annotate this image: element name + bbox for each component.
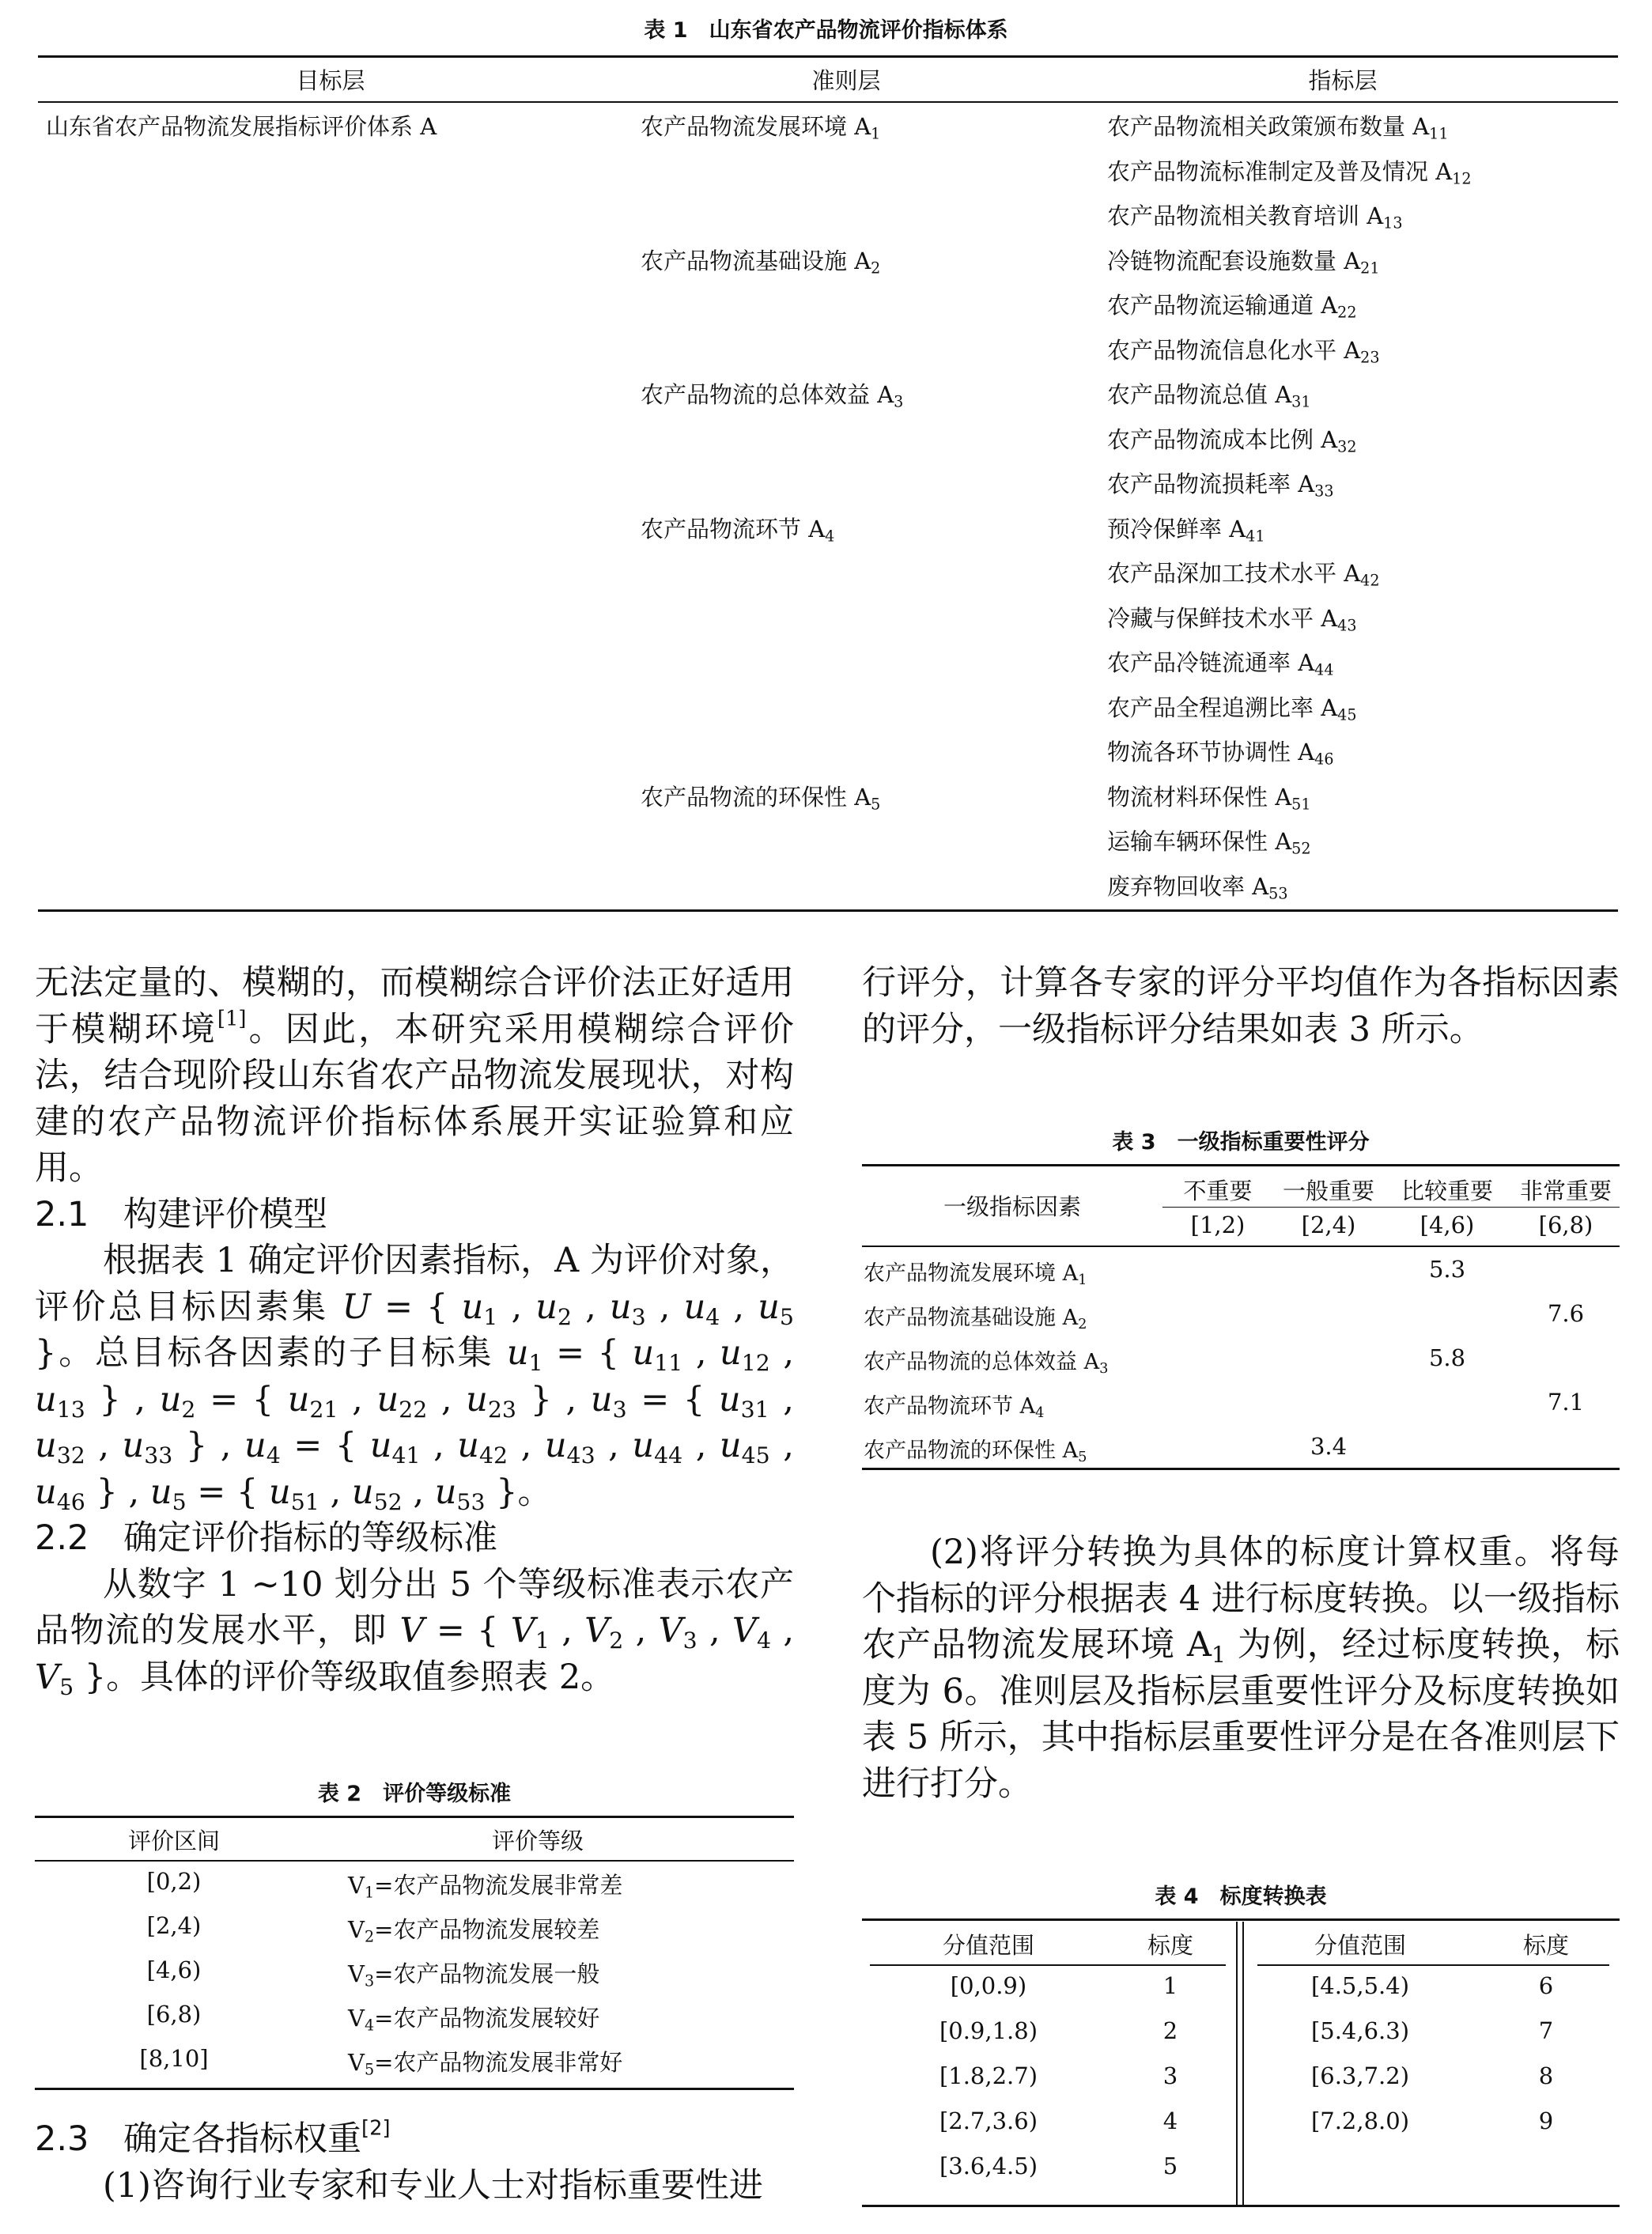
table1-indicator-item [1107,149,1472,194]
table3-score-cell: 5.3 [1428,1256,1466,1283]
table1-indicator-44-subscript: 44 [1314,660,1334,679]
table4-header-rule-right [1257,1964,1609,1966]
table1-indicator-item [1107,730,1334,774]
table4-scale-right: 6 [1538,1972,1554,1999]
table2-grade-1-subscript: 1 [364,1883,375,1902]
table2-grade-cell [348,2001,599,2033]
table1-indicator-31-label: 农产品物流总值 A [1107,381,1292,408]
table4-header-rule-left [870,1964,1226,1966]
table2-bottom-rule [35,2088,794,2090]
table4-range-right: [4.5,5.4) [1310,1972,1410,1999]
table4-range-left: [1.8,2.7) [939,2062,1038,2089]
table4-range-right: [7.2,8.0) [1310,2107,1410,2134]
table1-indicator-item [1107,462,1334,506]
table2-grade-2-subscript: 2 [364,1927,375,1946]
table2-header-rule [35,1860,794,1862]
table4-scale-left: 1 [1162,1972,1178,1999]
table3-score-cell: 3.4 [1310,1433,1348,1460]
table1-indicator-52-label: 运输车辆环保性 A [1107,828,1292,855]
left-p2-text-b: 。总目标各因素的子目标集 [56,1333,494,1373]
section-2-1-number: 2.1 [35,1194,89,1234]
table1-indicator-item [1107,864,1288,909]
table2-grade-3-label: V [348,1960,365,1987]
table4-bottom-rule [862,2205,1620,2207]
table3-factor-5-subscript: 5 [1078,1448,1087,1465]
table1-indicator-11-subscript: 11 [1429,124,1449,143]
table1-bottom-rule [38,909,1618,912]
table4-range-left: [2.7,3.6) [939,2107,1038,2134]
left-paragraph-4: (1)咨询行业专家和专业人士对指标重要性进 [103,2165,763,2206]
table4-range-left: [3.6,4.5) [939,2153,1038,2179]
table1-indicator-33-label: 农产品物流损耗率 A [1107,471,1315,497]
table1-criteria-item [641,104,880,149]
table3-factor-cell [864,1256,1087,1287]
table2-grade-cell [348,1956,599,1989]
table4-header-range-left: 分值范围 [942,1932,1034,1959]
table1-indicator-13-subscript: 13 [1383,214,1403,232]
table1-criteria-1-label: 农产品物流发展环境 A [641,113,871,140]
table1-indicator-32-subscript: 32 [1337,437,1357,455]
table1-indicator-53-subscript: 53 [1268,883,1288,902]
section-2-1-title: 构建评价模型 [123,1194,327,1234]
table1-indicator-item [1107,418,1357,462]
table1-indicator-32-label: 农产品物流成本比例 A [1107,425,1338,453]
table1-indicator-52-subscript: 52 [1291,839,1311,858]
table3-header-level: 一般重要 [1282,1177,1374,1204]
table2-caption: 表 2 评价等级标准 [317,1782,512,1806]
section-2-3-title: 确定各指标权重 [123,2119,361,2159]
table3-factor-5-label: 农产品物流的环保性 A [864,1438,1079,1463]
table4-scale-left: 2 [1162,2017,1178,2044]
table1-indicator-23-subscript: 23 [1360,347,1380,366]
table4-divider-a [1236,1922,1238,2205]
section-2-2-number: 2.2 [35,1518,89,1558]
table1-indicator-item [1107,551,1380,595]
table1-criteria-4-subscript: 4 [825,526,835,545]
table3-score-cell: 5.8 [1428,1344,1466,1371]
section-2-2-title: 确定评价指标的等级标准 [123,1518,497,1558]
table2-grade-text: =农产品物流发展较差 [374,1916,600,1943]
table3-top-rule [862,1164,1620,1166]
table1-indicator-item [1107,372,1311,417]
table3-header-factor: 一级指标因素 [943,1193,1081,1220]
table2-range-cell: [6,8) [146,2001,202,2028]
table1-indicator-51-label: 物流材料环保性 A [1107,783,1292,811]
table3-factor-cell [864,1344,1108,1375]
table1-indicator-42-label: 农产品深加工技术水平 A [1107,560,1361,587]
left-p1-text-a: 无法定量的、模糊的，而模糊综合评价法正好适用于模糊环境 [35,963,794,1049]
left-paragraph-2: 根据表 1 确定评价因素指标，A 为评价对象，评价总目标因素集 U = { $u_1$ , $u_2$ , $u_3$ , $u_4$ , $u_5$ }。总目标各因素的子目标集 $u_1$ = { $u_{11}$ , $u_{12}$ , $u_{13}$ } , $u_2$ = { $u_{21}$ , $u_{22}$ , $u_{23}$ } , $u_3$ = { $u_{31}$ , $u_{32}$ , $u_{33}$ } , $u_4$ = { $u_{41}$ , $u_{42}$ , $u_{43}$ , $u_{44}$ , $u_{45}$ , $u_{46}$ } , $u_5$ = { $u_{51}$ , $u_{52}$ , $u_{53}$ }。 [35,1241,794,1515]
table4-range-left: [0,0.9) [950,1972,1027,1999]
table1-indicator-item [1107,686,1357,730]
section-2-2-heading [35,1515,794,1562]
table3-factor-cell [864,1389,1044,1419]
table3-factor-1-subscript: 1 [1078,1271,1087,1288]
table1-indicator-43-subscript: 43 [1337,615,1357,634]
table1-indicator-13-label: 农产品物流相关教育培训 A [1107,202,1384,229]
table4-header-scale-right: 标度 [1522,1932,1569,1959]
table1-indicator-44-label: 农产品冷链流通率 A [1107,649,1315,676]
table3-score-cell: 7.6 [1547,1300,1585,1327]
table3-header-range: [2,4) [1301,1212,1356,1238]
table4-range-left: [0.9,1.8) [939,2017,1038,2044]
table1-header-indicator: 指标层 [1308,67,1378,94]
table3-header-rule [862,1246,1620,1247]
table1-indicator-43-label: 冷藏与保鲜技术水平 A [1107,604,1338,632]
table2-grade-4-subscript: 4 [364,2016,375,2035]
table3-header-range: [6,8) [1538,1212,1593,1238]
table1-indicator-21-subscript: 21 [1360,258,1380,277]
left-column [35,960,794,1700]
table3-factor-cell [864,1433,1087,1464]
table2-grade-4-label: V [348,2005,365,2032]
table1-indicator-item [1107,641,1334,685]
table4-top-rule [862,1918,1620,1921]
table2-grade-text: =农产品物流发展非常好 [374,2049,623,2076]
left-p1-text-b: 。因此，本研究采用模糊综合评价法，结合现阶段山东省农产品物流发展现状，对构建的农产品物流评价指标体系展开实证验算和应用。 [35,1009,795,1188]
table2-grade-cell [348,1868,622,1900]
table1-indicator-11-label: 农产品物流相关政策颁布数量 A [1107,113,1430,140]
table1-indicator-item [1107,239,1380,283]
table4-scale-right: 7 [1538,2017,1554,2044]
table3-subheader-rule [1162,1207,1620,1208]
section-2-3-heading [35,2116,794,2163]
right-paragraph-1: 行评分，计算各专家的评分平均值作为各指标因素的评分，一级指标评分结果如表 3 所示。 [862,963,1620,1049]
table2-top-rule [35,1816,794,1818]
table1-indicator-22-subscript: 22 [1337,303,1357,322]
table2-range-cell: [8,10] [139,2045,209,2072]
table1-indicator-item [1107,507,1265,551]
table1-indicator-item [1107,283,1357,327]
table1-top-rule [38,55,1618,58]
table1-indicator-item [1107,775,1311,819]
table1-indicator-51-subscript: 51 [1291,794,1311,813]
table3-factor-2-subscript: 2 [1078,1315,1087,1332]
table1-criteria-5-label: 农产品物流的环保性 A [641,783,871,811]
table2-grade-text: =农产品物流发展一般 [374,1960,600,1987]
table1-header-target: 目标层 [296,67,365,94]
left-p3-text-b: 。具体的评价等级取值参照表 2。 [106,1657,615,1697]
table1-indicator-item [1107,819,1311,864]
table3-factor-3-label: 农产品物流的总体效益 A [864,1350,1100,1374]
table2-range-cell: [4,6) [146,1956,202,1983]
table1-indicator-item [1107,194,1403,238]
table2-grade-text: =农产品物流发展较好 [374,2005,600,2032]
table2-grade-2-label: V [348,1916,365,1943]
table3-factor-4-subscript: 4 [1035,1404,1045,1421]
table1-header-criteria: 准则层 [811,67,881,94]
table4-scale-left: 5 [1162,2153,1178,2179]
section-2-3-number: 2.3 [35,2119,89,2159]
table1-criteria-5-subscript: 5 [871,794,881,813]
table1-criteria-2-subscript: 2 [871,258,881,277]
table1-indicator-46-label: 物流各环节协调性 A [1107,739,1315,765]
table1-indicator-33-subscript: 33 [1314,482,1334,501]
table2-grade-cell [348,1912,599,1945]
table1-criteria-3-subscript: 3 [894,392,904,411]
left-p2-text-a: 根据表 1 确定评价因素指标，A 为评价对象，评价总目标因素集 [35,1241,794,1327]
table1-criteria-3-label: 农产品物流的总体效益 A [641,381,894,408]
table1-indicator-31-subscript: 31 [1291,392,1311,411]
table2-range-cell: [2,4) [146,1912,202,1939]
table4-scale-left: 4 [1162,2107,1178,2134]
table3-bottom-rule [862,1468,1620,1470]
table2-grade-1-label: V [348,1872,365,1899]
table1-indicator-41-subscript: 41 [1246,526,1265,545]
table3-factor-2-label: 农产品物流基础设施 A [864,1306,1079,1330]
table2-grade-text: =农产品物流发展非常差 [374,1872,623,1899]
table2-header-grade: 评价等级 [491,1828,584,1854]
table1-criteria-item [641,775,880,819]
left-paragraph-3: 从数字 1 ~10 划分出 5 个等级标准表示农产品物流的发展水平，即 V = { $V_1$ , $V_2$ , $V_3$ , $V_4$ , $V_5$ }。具体的评价等级取值参照表 2。 [35,1564,795,1700]
table2-header-range: 评价区间 [127,1828,220,1854]
table1-criteria-1-subscript: 1 [871,124,881,143]
citation-1: [1] [217,1007,247,1031]
table1-indicator-item [1107,596,1357,641]
table2-grade-5-label: V [348,2049,365,2076]
table1-indicator-45-label: 农产品全程追溯比率 A [1107,694,1338,721]
table1-indicator-22-label: 农产品物流运输通道 A [1107,292,1338,319]
table3-score-cell: 7.1 [1547,1389,1585,1416]
table1-caption: 表 1 山东省农产品物流评价指标体系 [644,18,1008,43]
table3-factor-4-label: 农产品物流环节 A [864,1394,1036,1419]
right-p2-sub: 1 [1211,1641,1227,1668]
table1-criteria-4-label: 农产品物流环节 A [641,515,826,542]
table3-header-range: [4,6) [1420,1212,1475,1238]
table4-scale-left: 3 [1162,2062,1178,2089]
table1-indicator-item [1107,328,1380,372]
table1-indicator-23-label: 农产品物流信息化水平 A [1107,336,1361,364]
table3-header-level: 不重要 [1183,1177,1253,1204]
table3-header-level: 非常重要 [1519,1177,1612,1204]
right-p2-text-a: (2)将评分转换为具体的标度计算权重。将每个指标的评分根据表 4 进行标度转换。以一级指标农产品物流发展环境 A [862,1533,1620,1665]
table3-factor-3-subscript: 3 [1099,1359,1109,1377]
table2-range-cell: [0,2) [146,1868,202,1895]
table1-header-rule [38,101,1618,103]
table1-indicator-45-subscript: 45 [1337,705,1357,724]
table3-factor-1-label: 农产品物流发展环境 A [864,1261,1079,1286]
left-p3-text-a: 从数字 1 ~10 划分出 5 个等级标准表示农产品物流的发展水平，即 [35,1564,794,1650]
left-column-bottom [35,2116,794,2209]
citation-2: [2] [361,2116,391,2141]
table1-criteria-2-label: 农产品物流基础设施 A [641,247,871,274]
table4-scale-right: 9 [1538,2107,1554,2134]
table1-target-cell: 山东省农产品物流发展指标评价体系 A [46,113,437,140]
table4-range-right: [6.3,7.2) [1310,2062,1410,2089]
table3-factor-cell [864,1300,1087,1331]
table1-indicator-item [1107,104,1449,149]
table3-header-level: 比较重要 [1401,1177,1493,1204]
table1-indicator-41-label: 预冷保鲜率 A [1107,515,1246,542]
section-2-1-heading [35,1192,794,1238]
table4-header-range-right: 分值范围 [1314,1932,1406,1959]
table1-indicator-12-subscript: 12 [1452,168,1472,187]
table1-criteria-item [641,372,903,417]
table4-range-right: [5.4,6.3) [1310,2017,1410,2044]
table4-scale-right: 8 [1538,2062,1554,2089]
left-paragraph-1 [35,960,794,1192]
right-p2-text-b: 为例，经过标度转换，标度为 6。准则层及指标层重要性评分及标度转换如表 5 所示，其中指标层重要性评分是在各准则层下进行打分。 [862,1625,1620,1804]
table2-grade-3-subscript: 3 [364,1971,375,1990]
table1-indicator-53-label: 废弃物回收率 A [1107,872,1269,900]
right-paragraph-2 [862,1529,1620,1807]
table3-header-range: [1,2) [1190,1212,1246,1238]
table1-indicator-21-label: 冷链物流配套设施数量 A [1107,247,1361,274]
table1-indicator-12-label: 农产品物流标准制定及普及情况 A [1107,157,1453,185]
table1-indicator-46-subscript: 46 [1314,750,1334,769]
table2-grade-cell [348,2045,622,2077]
table1-criteria-item [641,507,834,551]
table4-caption: 表 4 标度转换表 [1155,1884,1327,1909]
table3-caption: 表 3 一级指标重要性评分 [1112,1130,1370,1155]
table1-criteria-item [641,239,880,283]
table2-grade-5-subscript: 5 [364,2060,375,2079]
table4-header-scale-left: 标度 [1147,1932,1193,1959]
table1-indicator-42-subscript: 42 [1360,571,1380,590]
